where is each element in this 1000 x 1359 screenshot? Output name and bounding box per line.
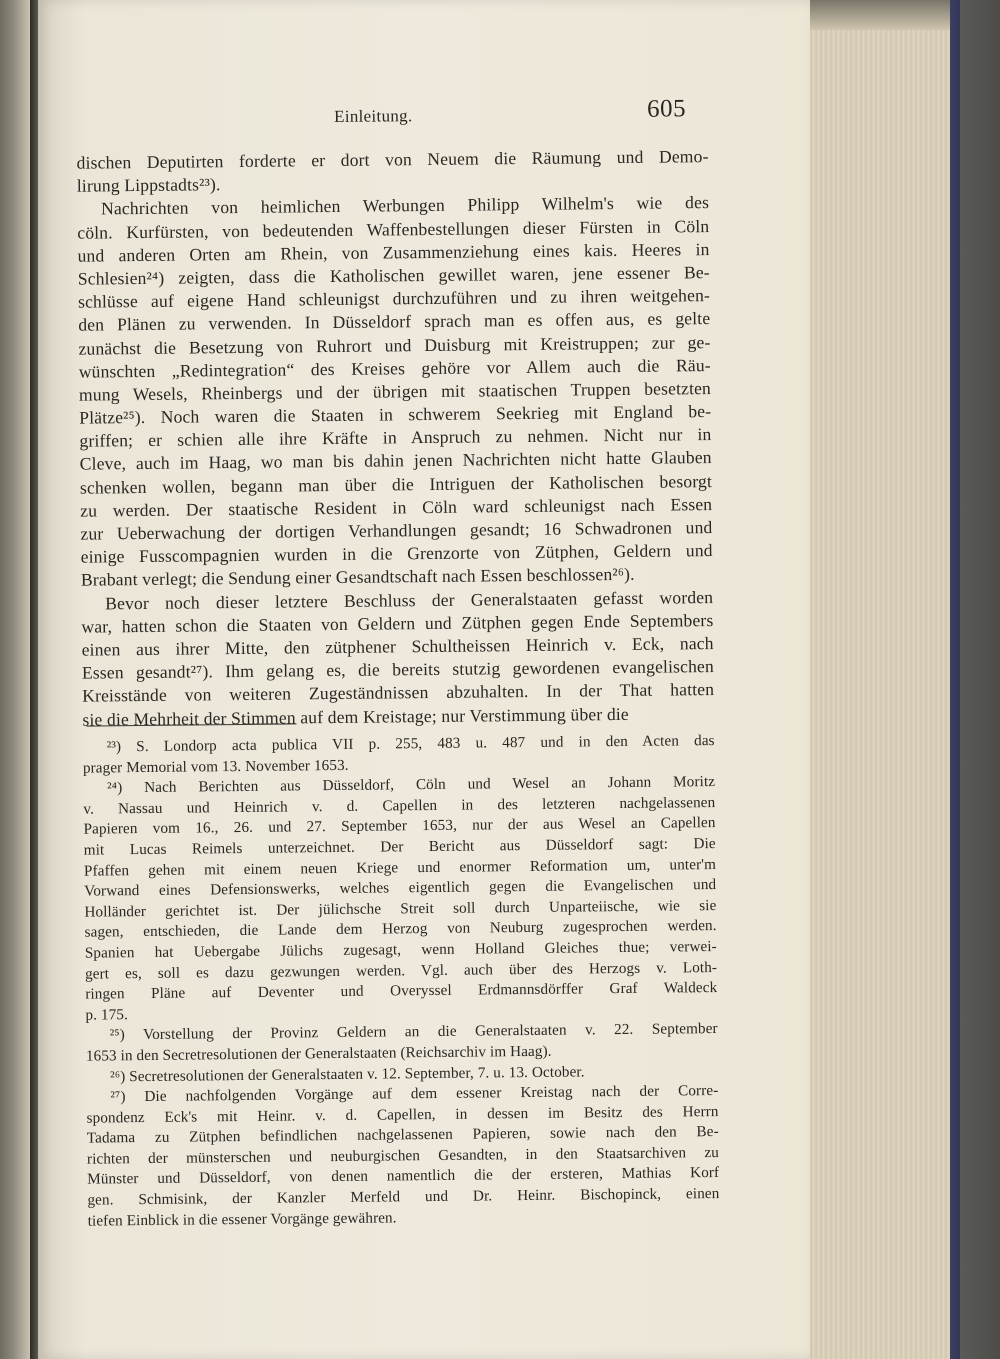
footnote-line: 1653 in den Secretresolutionen der Generalstaaten (Reichsarchiv im Haag). — [85, 1042, 552, 1065]
running-head: Einleitung. — [333, 106, 413, 126]
page-stack-top — [810, 0, 950, 30]
footnote-line: ²⁵) Vorstellung der Provinz Geldern an die Generalstaaten v. 22. September — [109, 1020, 718, 1044]
body-line: Cleve, auch im Haag, wo man bis dahin jenen Nachrichten nicht hatte Glauben — [79, 447, 712, 475]
body-line: Brabant verlegt; die Sendung einer Gesandtschaft nach Essen beschlossen²⁶). — [80, 564, 635, 591]
footnote-line: ²³) S. Londorp acta publica VII p. 255, 483 u. 487 und in den Acten das — [106, 732, 715, 756]
body-line: Essen gesandt²⁷). Ihm gelang es, die bereits stutzig gewordenen evangelischen — [81, 656, 714, 683]
book-gutter — [30, 0, 38, 1359]
body-line: Kreisstände von weiteren Zugeständnissen abzuhalten. In der That hatten — [82, 679, 715, 706]
footnote-line: Pfaffen gehen mit einem neuen Kriege und enormer Reformation um, unter'm — [83, 855, 717, 880]
body-line: dischen Deputirten forderte er dort von Neuem die Räumung und Demo- — [76, 146, 709, 173]
footnote-line: richten der münsterschen und neuburgischen Gesandten, in den Staatsarchiven zu — [86, 1143, 720, 1168]
body-line: zunächst die Besetzung von Ruhrort und Duisburg mit Kreistruppen; zur ge- — [78, 331, 711, 359]
footnotes — [83, 731, 720, 1232]
body-line: Bevor noch dieser letztere Beschluss der Generalstaaten gefasst worden — [105, 586, 714, 613]
body-line: mung Wesels, Rheinbergs und der übrigen mit staatischen Truppen besetzten — [78, 377, 712, 405]
footnote — [83, 772, 718, 1026]
footnote-line: gert es, soll es dazu gezwungen werden. Vgl. auch über des Herzogs v. Loth- — [84, 958, 718, 983]
footnote-line: p. 175. — [85, 1005, 129, 1024]
page-stack-edge — [810, 30, 950, 1359]
footnote-line: Holländer gerichtet ist. Der jülichsche Streit soll durch Unparteiische, wie sie — [84, 896, 717, 921]
body-line: einige Fusscompagnien wurden in die Grenzorte von Zütphen, Geldern und — [80, 540, 713, 567]
previous-page-edge — [0, 0, 30, 1359]
body-line: lirung Lippstadts²³). — [76, 174, 221, 196]
body-line: war, hatten schon die Staaten von Geldern und Zütphen gegen Ende Septembers — [81, 609, 714, 637]
footnote-line: prager Memorial vom 13. November 1653. — [82, 756, 349, 777]
footnote — [86, 1081, 719, 1232]
body-text — [76, 145, 714, 731]
footnote-line: Vorwand eines Defensionswerks, welches eigentlich gegen die Evangelischen und — [84, 876, 717, 900]
background-surface — [960, 0, 1000, 1359]
body-line: zu werden. Der staatische Resident in Cöln ward schleunigst nach Essen — [80, 493, 713, 521]
body-line: Schlesien²⁴) zeigten, dass die Katholischen gewillet waren, jene essener Be- — [77, 261, 710, 289]
footnote-line: v. Nassau und Heinrich v. d. Capellen in des letzteren nachgelassenen — [83, 793, 716, 818]
body-line: den Plänen zu verwenden. In Düsseldorf sprach man es offen aus, es gelte — [78, 308, 711, 335]
body-line: Plätze²⁵). Noch waren die Staaten in schwerem Seekrieg mit England be- — [79, 401, 712, 428]
body-line: cöln. Kurfürsten, von bedeutenden Waffenbestellungen dieser Fürsten in Cöln — [77, 215, 710, 243]
footnote-line: ²⁷) Die nachfolgenden Vorgänge auf dem essener Kreistag nach der Corre- — [110, 1082, 719, 1106]
body-line: einen aus ihrer Mitte, den zütphener Schultheissen Heinrich v. Eck, nach — [81, 632, 714, 660]
footnote-line: ²⁶) Secretresolutionen der Generalstaaten v. 12. September, 7. u. 13. October. — [110, 1062, 585, 1085]
footnote-line: ringen Pläne auf Deventer und Overyssel Erdmannsdörffer Graf Waldeck — [85, 979, 718, 1003]
footnote — [83, 731, 715, 779]
footnote-line: Münster und Düsseldorf, von denen namentlich die der ersteren, Mathias Korf — [87, 1164, 720, 1189]
body-line: zur Ueberwachung der dortigen Verhandlungen gesandt; 16 Schwadronen und — [80, 517, 713, 544]
body-line: Nachrichten von heimlichen Werbungen Philipp Wilhelm's wie des — [100, 192, 710, 219]
page-number: 605 — [646, 95, 687, 123]
body-line: und anderen Orten am Rhein, von Zusammenziehung eines kais. Heeres in — [77, 238, 710, 266]
footnote-line: tiefen Einblick in die essener Vorgänge gewähren. — [87, 1209, 397, 1230]
footnote-line: mit Lucas Reimels unterzeichnet. Der Bericht aus Düsseldorf sagt: Die — [83, 834, 716, 859]
body-line: schlüsse auf eigene Hand schleunigst durchzuführen und zu ihren weitgehen- — [77, 285, 711, 312]
footnote-line: ²⁴) Nach Berichten aus Düsseldorf, Cöln und Wesel an Johann Moritz — [107, 773, 716, 797]
body-line: wünschten „Redintegration“ des Kreises gehöre vor Allem auch die Räu- — [78, 354, 711, 382]
footnote-line: Papieren vom 16., 26. und 27. September 1653, nur der aus Wesel an Capellen — [83, 814, 716, 839]
footnote-line: Spanien hat Uebergabe Jülichs zugesagt, wenn Holland Gleiches thue; verwei- — [84, 937, 717, 962]
footnote-line: sagen, entschieden, die Lande dem Herzog von Neuburg zugesprochen werden. — [84, 917, 717, 941]
footnote-line: Tadama zu Zütphen befindlichen nachgelassenen Papieren, sowie nach den Be- — [86, 1123, 719, 1147]
footnote — [86, 1019, 718, 1067]
body-line: schenken wollen, begann man über die Intriguen der Katholischen besorgt — [79, 470, 713, 498]
footnote-line: spondenz Eck's mit Heinr. v. d. Capellen, in dessen im Besitz des Herrn — [86, 1102, 719, 1127]
footnote-line: gen. Schmisink, der Kanzler Merfeld und Dr. Heinr. Bischopinck, einen — [87, 1185, 720, 1209]
body-line: sie die Mehrheit der Stimmen auf dem Kreistage; nur Verstimmung über die — [82, 703, 629, 730]
body-line: griffen; er schien alle ihre Kräfte in Anspruch zu nehmen. Nicht nur in — [79, 424, 712, 451]
